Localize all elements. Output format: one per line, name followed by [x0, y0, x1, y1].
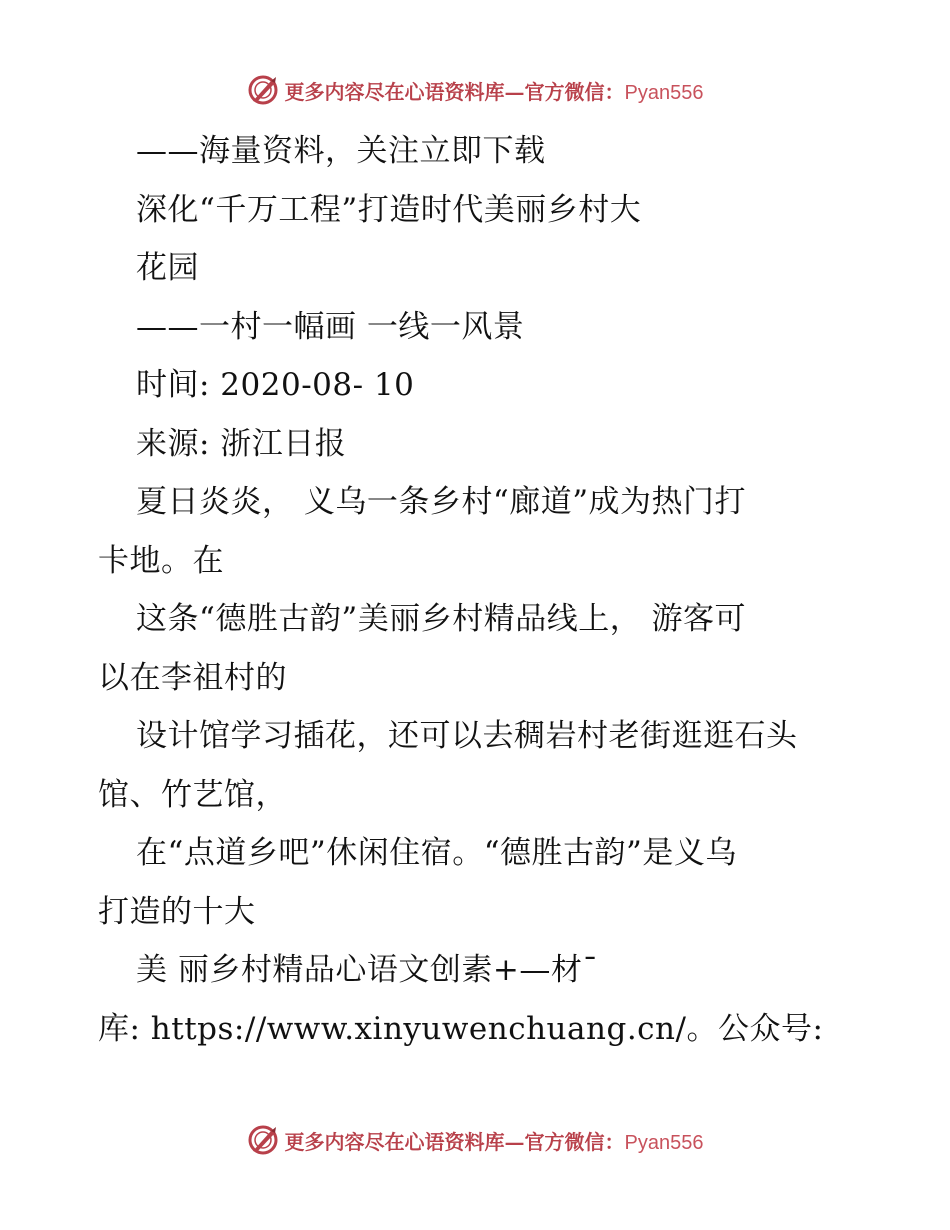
- paragraph-line: 设计馆学习插花，还可以去稠岩村老街逛逛石头: [136, 718, 798, 754]
- paragraph-line-url: 库: https://www.xinyuwenchuang.cn/。公众号:: [98, 1010, 824, 1047]
- paragraph-line: 这条“德胜古韵”美丽乡村精品线上， 游客可: [136, 601, 747, 637]
- header-watermark-label: 更多内容尽在心语资料库—官方微信：: [284, 79, 625, 104]
- footer-watermark-text: [285, 1126, 704, 1155]
- footer-watermark-label: 更多内容尽在心语资料库—官方微信：: [284, 1129, 625, 1154]
- paragraph-line: 卡地。在: [98, 542, 224, 579]
- header-watermark-banner: [0, 70, 950, 110]
- quill-pen-seal-icon: [247, 74, 279, 106]
- article-title-line-2: 花园: [136, 250, 199, 286]
- paragraph-line: 夏日炎炎， 义乌一条乡村“廊道”成为热门打: [136, 484, 747, 520]
- article-subtitle: ——一村一幅画 一线一风景: [136, 308, 525, 345]
- header-watermark-text: [285, 76, 704, 105]
- article-title-line-1: 深化“千万工程”打造时代美丽乡村大: [136, 191, 642, 228]
- quill-pen-seal-icon: [247, 1124, 279, 1156]
- article-date: 时间: 2020-08- 10: [136, 367, 415, 403]
- document-body: [98, 122, 868, 1058]
- subtitle-download-note: ——海量资料，关注立即下载: [136, 133, 546, 169]
- footer-watermark: [247, 1124, 704, 1156]
- article-source: 来源: 浙江日报: [136, 425, 347, 462]
- footer-wechat-id: Pyan556: [624, 1131, 704, 1154]
- paragraph-line: 以在李祖村的: [98, 659, 287, 696]
- header-wechat-id: Pyan556: [624, 81, 704, 104]
- paragraph-line: 馆、竹艺馆，: [98, 776, 287, 813]
- footer-watermark-banner: [0, 1120, 950, 1160]
- paragraph-line: 在“点道乡吧”休闲住宿。“德胜古韵”是义乌: [136, 835, 737, 871]
- paragraph-line: 打造的十大: [98, 893, 256, 930]
- header-watermark: [247, 74, 704, 106]
- paragraph-line: 美 丽乡村精品心语文创素+—材¯: [136, 952, 599, 988]
